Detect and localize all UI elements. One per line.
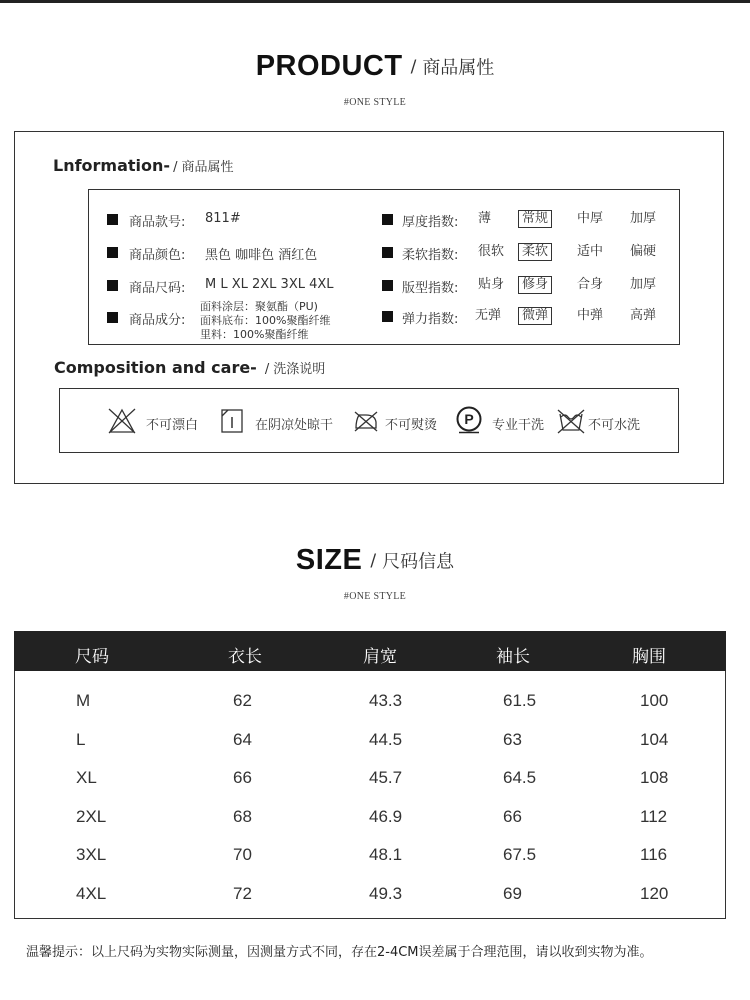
measurement-note: 温馨提示：以上尺码为实物实际测量，因测量方式不同，存在2-4CM误差属于合理范围，请以收到实物为准。 — [26, 945, 653, 960]
index-option: 薄 — [478, 211, 492, 226]
attr-label: 商品成分: — [129, 313, 186, 328]
size-subtitle: 尺码信息 — [382, 551, 455, 573]
index-option: 中厚 — [577, 211, 604, 226]
sleeve-cell: 61.5 — [503, 691, 537, 710]
shoulder-cell: 49.3 — [369, 884, 403, 903]
index-option-selected: 柔软 — [518, 243, 552, 261]
product-slash: / — [410, 56, 417, 77]
shoulder-cell: 43.3 — [369, 691, 403, 710]
composition-line: 里料：100%聚酯纤维 — [200, 328, 309, 341]
index-label: 版型指数: — [402, 281, 459, 296]
shoulder-cell: 46.9 — [369, 807, 403, 826]
information-title — [53, 156, 233, 175]
attr-label: 商品款号: — [129, 215, 186, 230]
attr-label: 商品颜色: — [129, 248, 186, 263]
sleeve-cell: 63 — [503, 730, 522, 749]
size-slash: / — [370, 550, 377, 571]
shoulder-cell: 48.1 — [369, 845, 403, 864]
composition-line: 面料底布：100%聚酯纤维 — [200, 314, 331, 327]
index-option: 偏硬 — [630, 244, 657, 259]
index-option-selected: 微弹 — [518, 307, 552, 325]
product-tag: #ONE STYLE — [343, 97, 407, 108]
dry-clean-glyph: P — [464, 411, 474, 427]
attr-value: 811# — [205, 211, 241, 226]
length-cell: 62 — [233, 691, 252, 710]
dry-in-shade-icon — [220, 408, 244, 434]
composition-line: 面料涂层：聚氨酯（PU) — [200, 300, 318, 313]
length-cell: 66 — [233, 768, 252, 787]
index-option: 很软 — [478, 244, 505, 259]
care-title-cn: 洗涤说明 — [273, 362, 326, 377]
size-cell: 2XL — [76, 807, 107, 826]
bullet-square-icon — [382, 247, 393, 258]
care-slash: / — [264, 362, 270, 377]
size-cell: L — [76, 730, 86, 749]
care-label: 不可水洗 — [588, 418, 641, 433]
index-label: 弹力指数: — [402, 312, 459, 327]
bullet-square-icon — [382, 280, 393, 291]
column-header-length: 衣长 — [228, 647, 262, 667]
shoulder-cell: 44.5 — [369, 730, 403, 749]
care-title-en: Composition and care- — [54, 358, 257, 377]
column-header-chest: 胸围 — [632, 647, 666, 667]
size-title: SIZE — [295, 544, 363, 576]
bullet-square-icon — [107, 214, 118, 225]
chest-cell: 112 — [640, 807, 668, 826]
index-option-selected: 修身 — [518, 276, 552, 294]
index-option: 无弹 — [475, 308, 502, 323]
index-option: 适中 — [577, 244, 604, 259]
index-option: 贴身 — [478, 277, 505, 292]
information-slash: / — [173, 160, 178, 175]
index-option: 加厚 — [630, 211, 657, 226]
sleeve-cell: 69 — [503, 884, 522, 903]
bullet-square-icon — [107, 247, 118, 258]
attr-label: 商品尺码: — [129, 281, 186, 296]
product-subtitle: 商品属性 — [422, 57, 495, 79]
column-header-size: 尺码 — [75, 647, 109, 667]
care-label: 不可漂白 — [146, 418, 199, 433]
index-option: 加厚 — [630, 277, 657, 292]
column-header-sleeve: 袖长 — [496, 647, 530, 667]
sleeve-cell: 64.5 — [503, 768, 537, 787]
attr-value: M L XL 2XL 3XL 4XL — [205, 277, 334, 292]
size-cell: 4XL — [76, 884, 107, 903]
attr-value: 黑色 咖啡色 酒红色 — [205, 248, 318, 263]
sleeve-cell: 67.5 — [503, 845, 537, 864]
index-label: 厚度指数: — [402, 215, 459, 230]
product-header — [0, 50, 750, 83]
size-header — [0, 544, 750, 577]
index-option: 高弹 — [630, 308, 657, 323]
composition-details — [200, 300, 330, 342]
length-cell: 70 — [233, 845, 252, 864]
length-cell: 68 — [233, 807, 252, 826]
information-title-cn: 商品属性 — [181, 160, 234, 175]
size-tag: #ONE STYLE — [343, 591, 407, 602]
bullet-square-icon — [107, 312, 118, 323]
chest-cell: 100 — [640, 691, 669, 710]
sleeve-cell: 66 — [503, 807, 522, 826]
index-option: 中弹 — [577, 308, 604, 323]
no-bleach-icon — [108, 408, 136, 434]
chest-cell: 120 — [640, 884, 669, 903]
bullet-square-icon — [382, 214, 393, 225]
size-table-header — [14, 631, 726, 671]
bullet-square-icon — [107, 280, 118, 291]
care-title — [54, 358, 325, 377]
size-cell: M — [76, 691, 91, 710]
top-rule — [0, 0, 750, 3]
chest-cell: 108 — [640, 768, 669, 787]
length-cell: 72 — [233, 884, 252, 903]
index-option-selected: 常规 — [518, 210, 552, 228]
no-wash-icon — [557, 408, 585, 434]
product-title: PRODUCT — [255, 50, 403, 82]
bullet-square-icon — [382, 311, 393, 322]
index-label: 柔软指数: — [402, 248, 459, 263]
care-label: 在阴凉处晾干 — [255, 418, 334, 433]
no-iron-icon — [353, 408, 379, 434]
index-option: 合身 — [577, 277, 604, 292]
size-cell: XL — [76, 768, 97, 787]
chest-cell: 104 — [640, 730, 669, 749]
professional-dry-clean-icon — [455, 406, 483, 434]
care-label: 专业干洗 — [492, 418, 545, 433]
shoulder-cell: 45.7 — [369, 768, 403, 787]
information-title-en: Lnformation- — [53, 156, 171, 175]
care-label: 不可熨烫 — [385, 418, 438, 433]
chest-cell: 116 — [640, 845, 668, 864]
size-cell: 3XL — [76, 845, 107, 864]
column-header-shoulder: 肩宽 — [363, 647, 397, 667]
length-cell: 64 — [233, 730, 252, 749]
